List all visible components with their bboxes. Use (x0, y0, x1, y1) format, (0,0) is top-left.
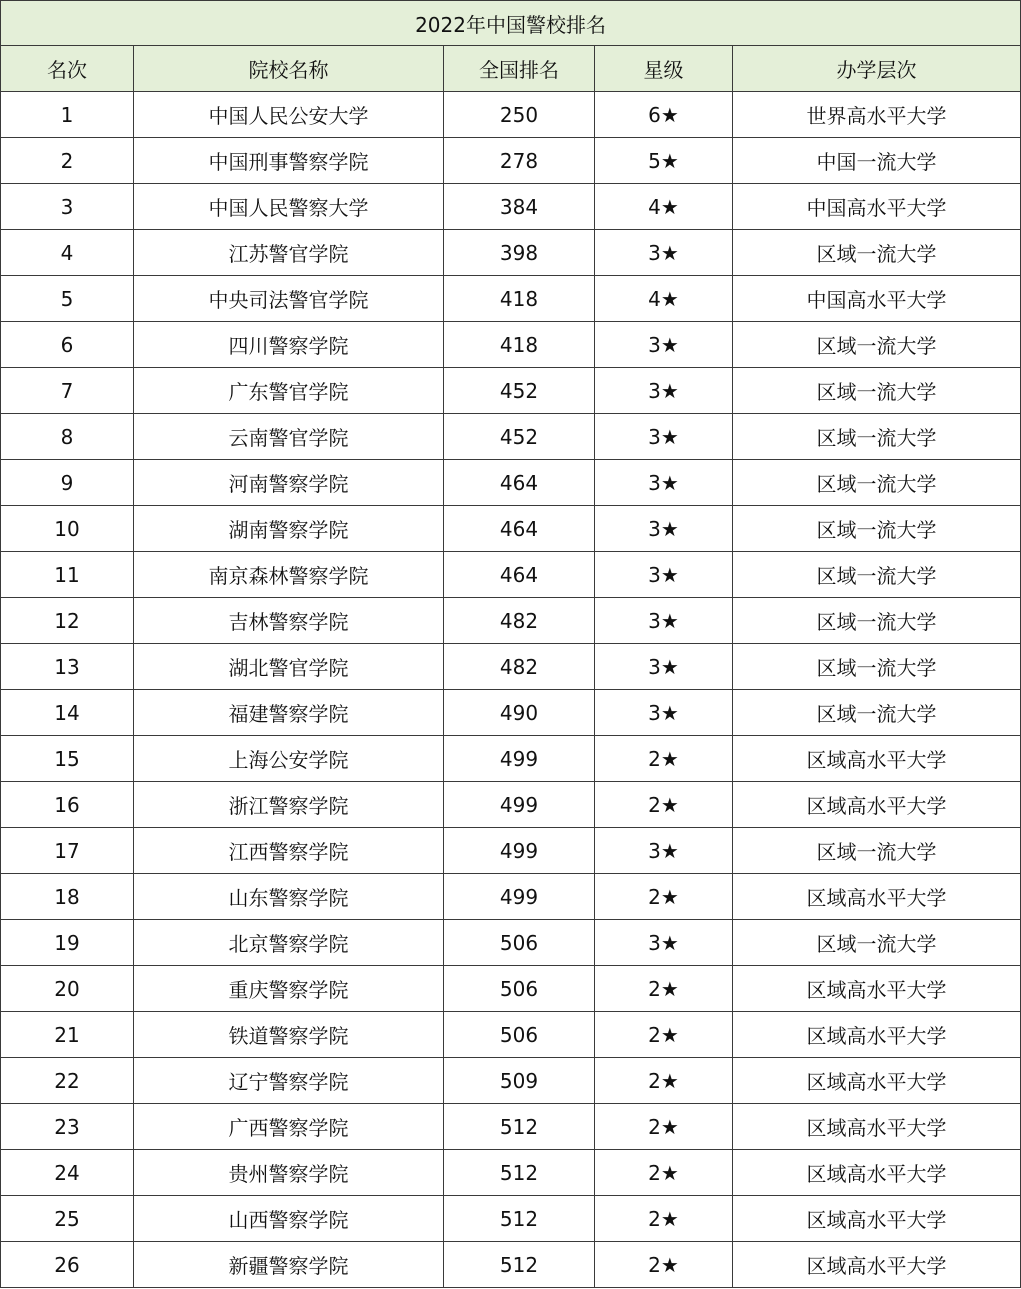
school-level-cell: 区域高水平大学 (733, 1196, 1021, 1242)
rank-cell: 14 (1, 690, 134, 736)
school-level-cell: 区域一流大学 (733, 690, 1021, 736)
table-row (1, 230, 1021, 276)
school-level-cell: 区域一流大学 (733, 322, 1021, 368)
national-rank-cell: 464 (444, 552, 595, 598)
rank-cell: 20 (1, 966, 134, 1012)
star-level-cell: 3★ (595, 460, 733, 506)
rank-cell: 4 (1, 230, 134, 276)
school-name-cell: 铁道警察学院 (134, 1012, 444, 1058)
table-row (1, 966, 1021, 1012)
star-level-cell: 2★ (595, 1150, 733, 1196)
school-level-cell: 区域一流大学 (733, 414, 1021, 460)
school-name-cell: 中国人民警察大学 (134, 184, 444, 230)
school-name-cell: 云南警官学院 (134, 414, 444, 460)
national-rank-cell: 490 (444, 690, 595, 736)
national-rank-cell: 452 (444, 368, 595, 414)
national-rank-cell: 506 (444, 966, 595, 1012)
star-level-cell: 2★ (595, 1058, 733, 1104)
rank-cell: 17 (1, 828, 134, 874)
star-level-cell: 3★ (595, 322, 733, 368)
rank-cell: 24 (1, 1150, 134, 1196)
school-name-cell: 南京森林警察学院 (134, 552, 444, 598)
table-row (1, 1104, 1021, 1150)
school-level-cell: 区域高水平大学 (733, 1150, 1021, 1196)
school-name-cell: 江苏警官学院 (134, 230, 444, 276)
school-name-cell: 山西警察学院 (134, 1196, 444, 1242)
rank-cell: 10 (1, 506, 134, 552)
table-row (1, 506, 1021, 552)
rank-cell: 18 (1, 874, 134, 920)
table-body (1, 92, 1021, 1288)
star-level-cell: 3★ (595, 552, 733, 598)
national-rank-cell: 250 (444, 92, 595, 138)
national-rank-cell: 384 (444, 184, 595, 230)
star-level-cell: 3★ (595, 368, 733, 414)
star-level-cell: 3★ (595, 828, 733, 874)
school-level-cell: 区域一流大学 (733, 644, 1021, 690)
school-level-cell: 中国高水平大学 (733, 184, 1021, 230)
star-level-cell: 3★ (595, 414, 733, 460)
star-level-cell: 2★ (595, 1242, 733, 1288)
rank-cell: 1 (1, 92, 134, 138)
school-level-cell: 区域一流大学 (733, 460, 1021, 506)
star-level-cell: 3★ (595, 644, 733, 690)
table-row (1, 276, 1021, 322)
star-level-cell: 2★ (595, 736, 733, 782)
rank-cell: 12 (1, 598, 134, 644)
star-level-cell: 3★ (595, 506, 733, 552)
national-rank-cell: 464 (444, 460, 595, 506)
school-name-cell: 中央司法警官学院 (134, 276, 444, 322)
national-rank-cell: 482 (444, 598, 595, 644)
school-name-cell: 上海公安学院 (134, 736, 444, 782)
star-level-cell: 4★ (595, 184, 733, 230)
school-level-cell: 区域高水平大学 (733, 1242, 1021, 1288)
national-rank-cell: 512 (444, 1242, 595, 1288)
national-rank-cell: 418 (444, 276, 595, 322)
school-level-cell: 区域高水平大学 (733, 782, 1021, 828)
school-level-cell: 区域高水平大学 (733, 1012, 1021, 1058)
table-row (1, 874, 1021, 920)
school-name-cell: 四川警察学院 (134, 322, 444, 368)
rank-cell: 16 (1, 782, 134, 828)
table-row (1, 1058, 1021, 1104)
school-name-cell: 湖北警官学院 (134, 644, 444, 690)
rank-cell: 15 (1, 736, 134, 782)
school-name-cell: 河南警察学院 (134, 460, 444, 506)
star-level-cell: 5★ (595, 138, 733, 184)
star-level-cell: 2★ (595, 1104, 733, 1150)
header-rank: 名次 (1, 46, 134, 92)
table-row (1, 460, 1021, 506)
table-row (1, 644, 1021, 690)
rank-cell: 3 (1, 184, 134, 230)
national-rank-cell: 464 (444, 506, 595, 552)
rank-cell: 2 (1, 138, 134, 184)
school-level-cell: 区域高水平大学 (733, 1104, 1021, 1150)
national-rank-cell: 506 (444, 920, 595, 966)
national-rank-cell: 418 (444, 322, 595, 368)
school-level-cell: 世界高水平大学 (733, 92, 1021, 138)
header-row (1, 46, 1021, 92)
national-rank-cell: 512 (444, 1196, 595, 1242)
rank-cell: 19 (1, 920, 134, 966)
table-row (1, 138, 1021, 184)
table-row (1, 1196, 1021, 1242)
school-level-cell: 中国一流大学 (733, 138, 1021, 184)
national-rank-cell: 512 (444, 1150, 595, 1196)
school-level-cell: 区域高水平大学 (733, 966, 1021, 1012)
table-row (1, 1242, 1021, 1288)
school-name-cell: 新疆警察学院 (134, 1242, 444, 1288)
star-level-cell: 2★ (595, 874, 733, 920)
school-name-cell: 广东警官学院 (134, 368, 444, 414)
national-rank-cell: 499 (444, 874, 595, 920)
rank-cell: 21 (1, 1012, 134, 1058)
school-name-cell: 辽宁警察学院 (134, 1058, 444, 1104)
table-title-row (1, 1, 1021, 46)
school-level-cell: 区域一流大学 (733, 230, 1021, 276)
table-row (1, 782, 1021, 828)
rank-cell: 25 (1, 1196, 134, 1242)
school-level-cell: 区域一流大学 (733, 828, 1021, 874)
national-rank-cell: 278 (444, 138, 595, 184)
school-name-cell: 贵州警察学院 (134, 1150, 444, 1196)
rank-cell: 9 (1, 460, 134, 506)
school-level-cell: 区域一流大学 (733, 368, 1021, 414)
table-row (1, 184, 1021, 230)
table-row (1, 828, 1021, 874)
national-rank-cell: 452 (444, 414, 595, 460)
school-name-cell: 江西警察学院 (134, 828, 444, 874)
school-level-cell: 区域一流大学 (733, 920, 1021, 966)
national-rank-cell: 398 (444, 230, 595, 276)
table-row (1, 414, 1021, 460)
school-level-cell: 区域一流大学 (733, 506, 1021, 552)
national-rank-cell: 499 (444, 782, 595, 828)
star-level-cell: 2★ (595, 966, 733, 1012)
star-level-cell: 2★ (595, 1012, 733, 1058)
rank-cell: 6 (1, 322, 134, 368)
table-row (1, 1150, 1021, 1196)
table-row (1, 322, 1021, 368)
header-school-name: 院校名称 (134, 46, 444, 92)
star-level-cell: 3★ (595, 920, 733, 966)
school-level-cell: 区域高水平大学 (733, 1058, 1021, 1104)
star-level-cell: 3★ (595, 230, 733, 276)
national-rank-cell: 512 (444, 1104, 595, 1150)
table-row (1, 598, 1021, 644)
table-row (1, 368, 1021, 414)
national-rank-cell: 499 (444, 736, 595, 782)
rank-cell: 5 (1, 276, 134, 322)
rank-cell: 7 (1, 368, 134, 414)
school-level-cell: 区域高水平大学 (733, 874, 1021, 920)
school-level-cell: 区域高水平大学 (733, 736, 1021, 782)
star-level-cell: 3★ (595, 690, 733, 736)
header-school-level: 办学层次 (733, 46, 1021, 92)
national-rank-cell: 482 (444, 644, 595, 690)
table-row (1, 920, 1021, 966)
star-level-cell: 4★ (595, 276, 733, 322)
rank-cell: 22 (1, 1058, 134, 1104)
school-level-cell: 区域一流大学 (733, 552, 1021, 598)
school-name-cell: 山东警察学院 (134, 874, 444, 920)
star-level-cell: 2★ (595, 1196, 733, 1242)
national-rank-cell: 499 (444, 828, 595, 874)
national-rank-cell: 506 (444, 1012, 595, 1058)
rank-cell: 13 (1, 644, 134, 690)
rank-cell: 8 (1, 414, 134, 460)
table-row (1, 92, 1021, 138)
school-name-cell: 吉林警察学院 (134, 598, 444, 644)
table-row (1, 552, 1021, 598)
school-level-cell: 中国高水平大学 (733, 276, 1021, 322)
school-name-cell: 广西警察学院 (134, 1104, 444, 1150)
school-level-cell: 区域一流大学 (733, 598, 1021, 644)
table-title: 2022年中国警校排名 (1, 1, 1021, 46)
star-level-cell: 3★ (595, 598, 733, 644)
school-name-cell: 福建警察学院 (134, 690, 444, 736)
table-row (1, 690, 1021, 736)
national-rank-cell: 509 (444, 1058, 595, 1104)
school-name-cell: 湖南警察学院 (134, 506, 444, 552)
rank-cell: 11 (1, 552, 134, 598)
table-row (1, 736, 1021, 782)
school-name-cell: 浙江警察学院 (134, 782, 444, 828)
header-star-level: 星级 (595, 46, 733, 92)
school-name-cell: 重庆警察学院 (134, 966, 444, 1012)
header-national-rank: 全国排名 (444, 46, 595, 92)
school-name-cell: 北京警察学院 (134, 920, 444, 966)
star-level-cell: 2★ (595, 782, 733, 828)
rank-cell: 23 (1, 1104, 134, 1150)
rank-cell: 26 (1, 1242, 134, 1288)
table-row (1, 1012, 1021, 1058)
star-level-cell: 6★ (595, 92, 733, 138)
school-name-cell: 中国刑事警察学院 (134, 138, 444, 184)
school-name-cell: 中国人民公安大学 (134, 92, 444, 138)
